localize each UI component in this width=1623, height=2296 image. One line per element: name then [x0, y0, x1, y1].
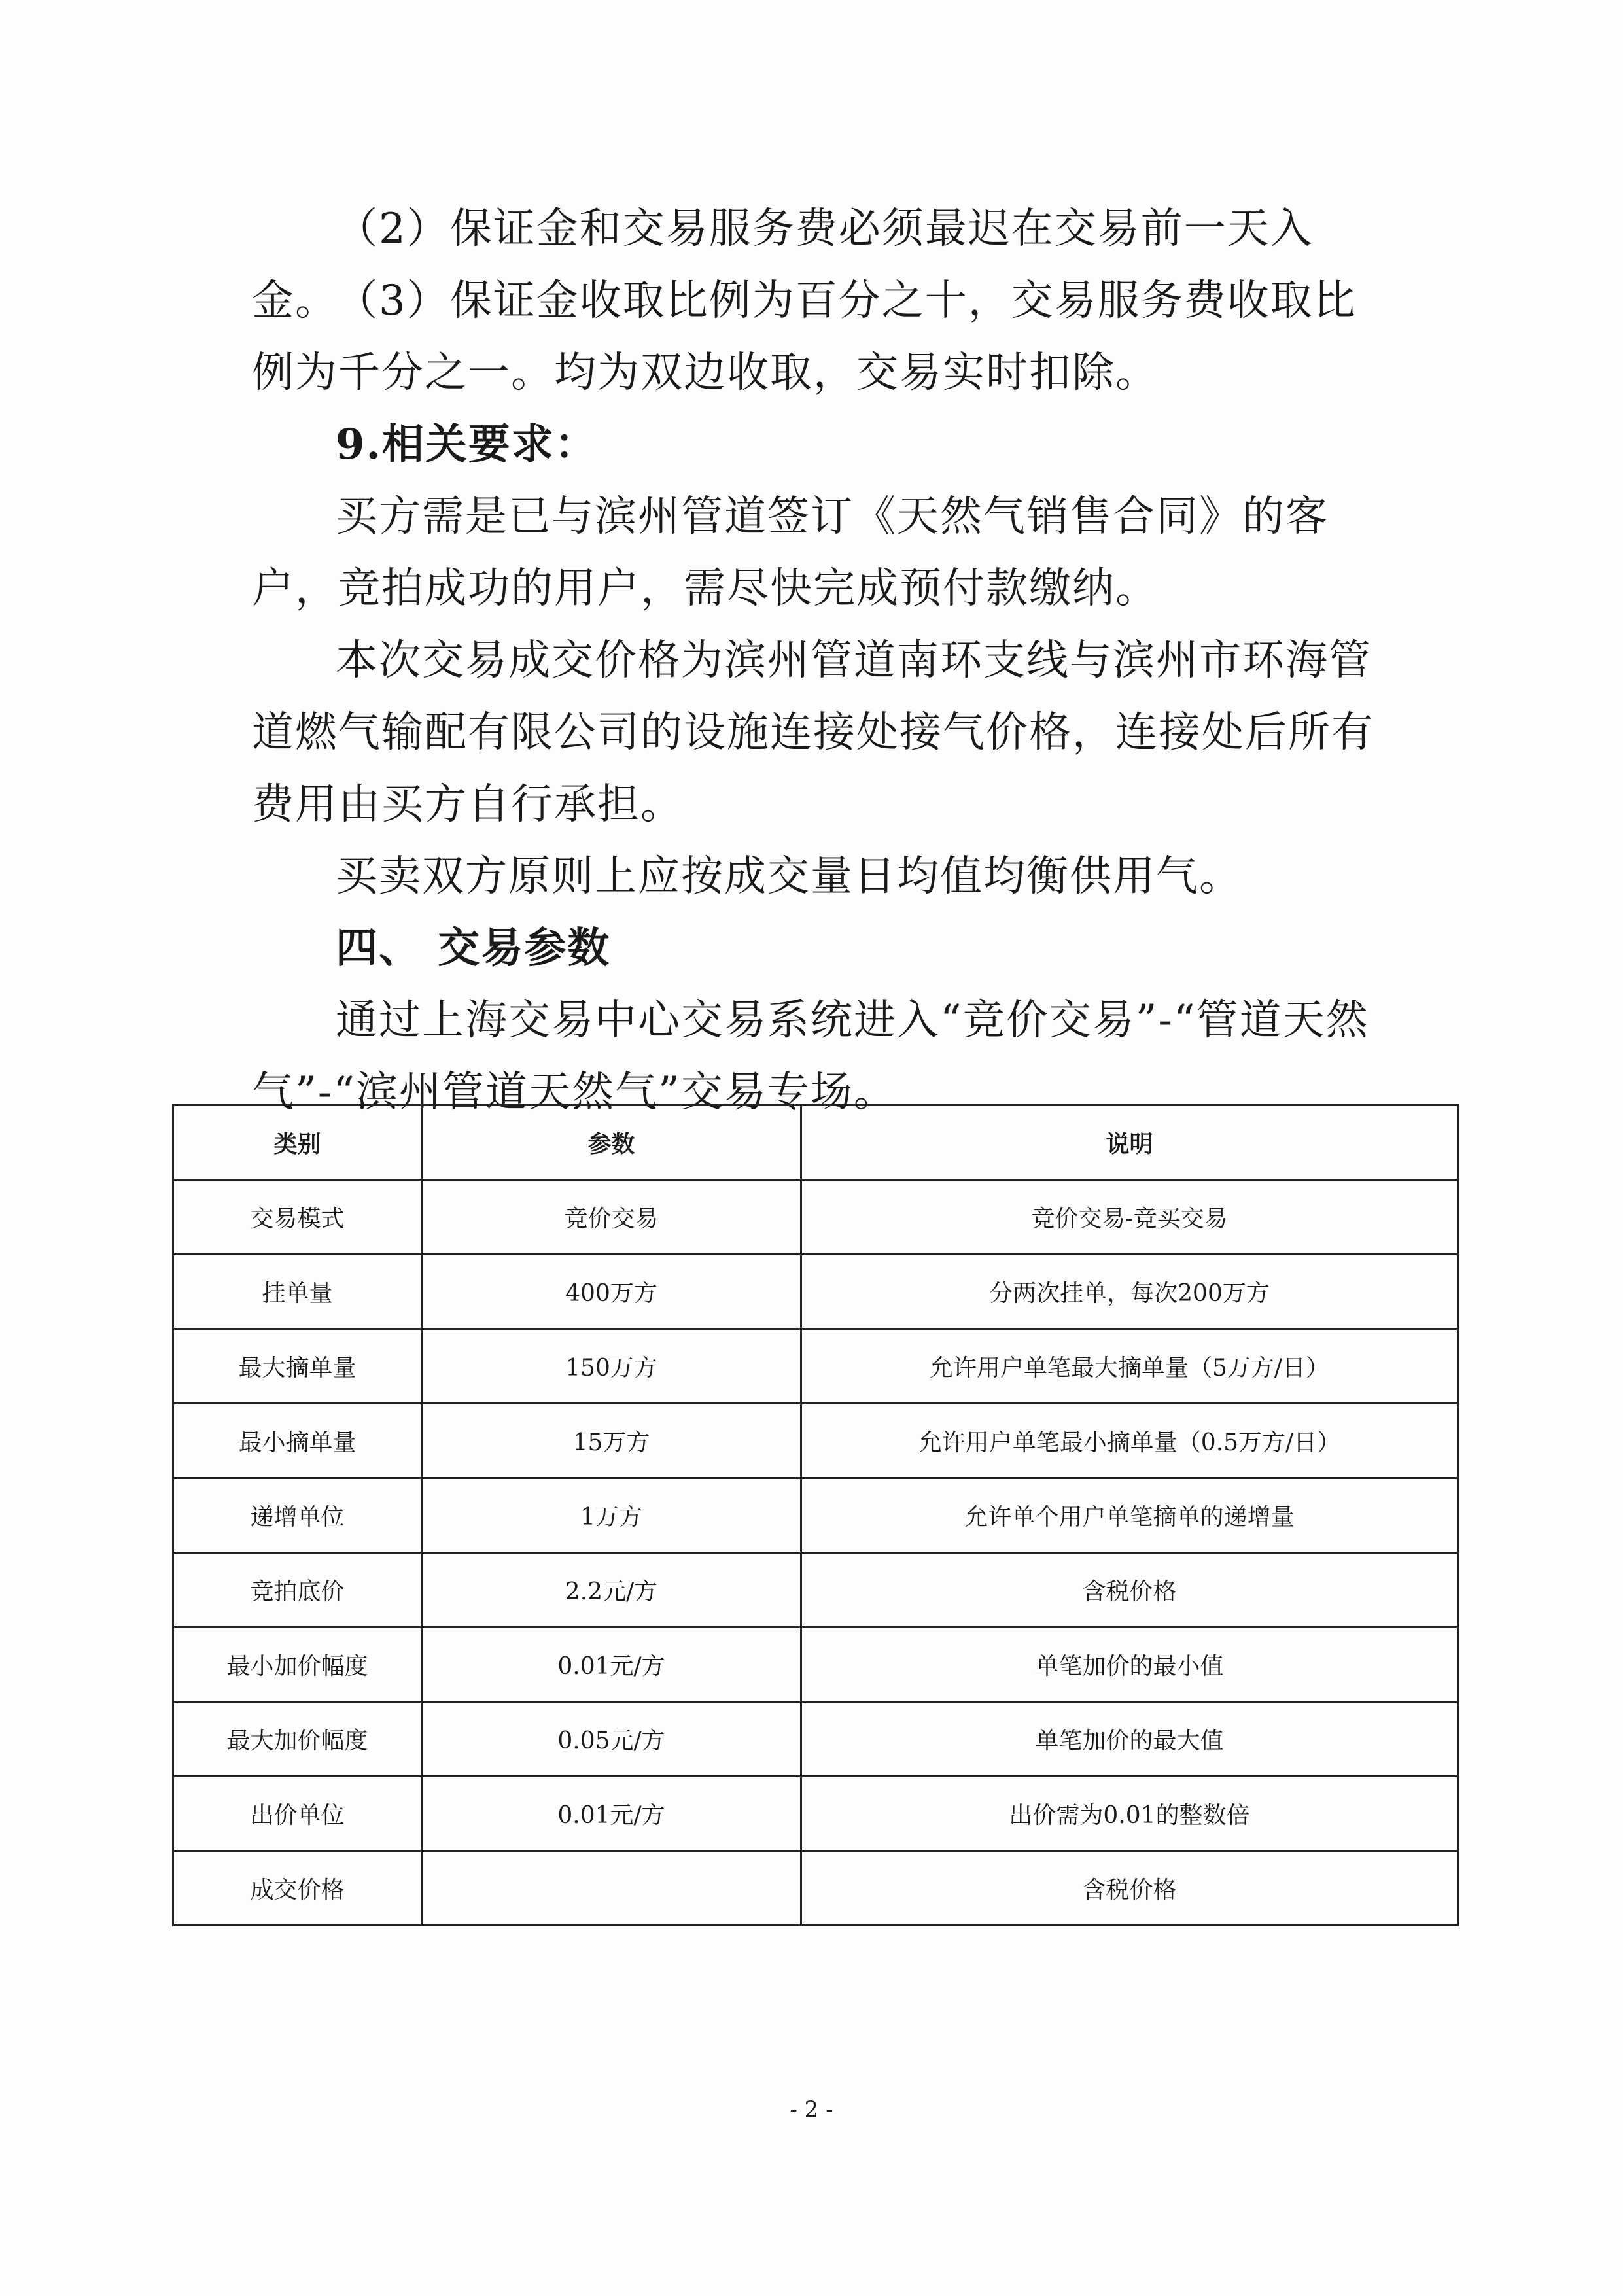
paragraph-balanced-supply: 买卖双方原则上应按成交量日均值均衡供用气。	[336, 852, 1242, 901]
cell-category: 挂单量	[173, 1255, 422, 1329]
cell-description: 含税价格	[801, 1553, 1458, 1627]
header-category: 类别	[173, 1105, 422, 1180]
table-header-row	[173, 1105, 1458, 1180]
cell-parameter: 1万方	[422, 1478, 801, 1553]
header-parameter: 参数	[422, 1105, 801, 1180]
paragraph-system-entry: 通过上海交易中心交易系统进入“竞价交易”-“管道天然气”-“滨州管道天然气”交易专场。	[252, 996, 1369, 1117]
cell-category: 交易模式	[173, 1180, 422, 1255]
table-row	[173, 1180, 1458, 1255]
table-row	[173, 1553, 1458, 1627]
table-row	[173, 1851, 1458, 1926]
cell-category: 成交价格	[173, 1851, 422, 1926]
cell-parameter: 0.05元/方	[422, 1702, 801, 1777]
cell-parameter	[422, 1851, 801, 1926]
table-row	[173, 1627, 1458, 1702]
cell-description: 允许用户单笔最大摘单量（5万方/日）	[801, 1329, 1458, 1404]
table-row	[173, 1404, 1458, 1478]
cell-parameter: 15万方	[422, 1404, 801, 1478]
cell-description: 含税价格	[801, 1851, 1458, 1926]
cell-description: 出价需为0.01的整数倍	[801, 1777, 1458, 1851]
paragraph-buyer-requirement: 买方需是已与滨州管道签订《天然气销售合同》的客户，竞拍成功的用户，需尽快完成预付款缴纳。	[252, 493, 1329, 613]
table-row	[173, 1329, 1458, 1404]
paragraph-price-location: 本次交易成交价格为滨州管道南环支线与滨州市环海管道燃气输配有限公司的设施连接处接气价格，连接处后所有费用由买方自行承担。	[252, 636, 1374, 829]
cell-category: 出价单位	[173, 1777, 422, 1851]
cell-description: 允许单个用户单笔摘单的递增量	[801, 1478, 1458, 1553]
table-row	[173, 1478, 1458, 1553]
trade-parameters-table	[172, 1104, 1459, 1926]
cell-category: 竞拍底价	[173, 1553, 422, 1627]
cell-parameter: 150万方	[422, 1329, 801, 1404]
table-row	[173, 1702, 1458, 1777]
heading-requirements: 9.相关要求：	[336, 420, 598, 469]
cell-category: 最小摘单量	[173, 1404, 422, 1478]
table-row	[173, 1777, 1458, 1851]
cell-category: 最大摘单量	[173, 1329, 422, 1404]
cell-parameter: 0.01元/方	[422, 1627, 801, 1702]
cell-description: 竞价交易-竞买交易	[801, 1180, 1458, 1255]
cell-category: 递增单位	[173, 1478, 422, 1553]
table-row	[173, 1255, 1458, 1329]
cell-parameter: 2.2元/方	[422, 1553, 801, 1627]
cell-description: 允许用户单笔最小摘单量（0.5万方/日）	[801, 1404, 1458, 1478]
page-number: - 2 -	[790, 2096, 833, 2123]
cell-category: 最小加价幅度	[173, 1627, 422, 1702]
cell-parameter: 竞价交易	[422, 1180, 801, 1255]
cell-description: 分两次挂单，每次200万方	[801, 1255, 1458, 1329]
cell-parameter: 0.01元/方	[422, 1777, 801, 1851]
paragraph-deposit-deadline: （2）保证金和交易服务费必须最迟在交易前一天入金。	[252, 205, 1314, 325]
heading-trade-params: 四、 交易参数	[336, 924, 611, 973]
cell-description: 单笔加价的最大值	[801, 1702, 1458, 1777]
paragraph-deposit-ratio: （3）保证金收取比例为百分之十，交易服务费收取比例为千分之一。均为双边收取，交易实时扣除。	[252, 277, 1357, 397]
cell-parameter: 400万方	[422, 1255, 801, 1329]
cell-category: 最大加价幅度	[173, 1702, 422, 1777]
header-description: 说明	[801, 1105, 1458, 1180]
cell-description: 单笔加价的最小值	[801, 1627, 1458, 1702]
